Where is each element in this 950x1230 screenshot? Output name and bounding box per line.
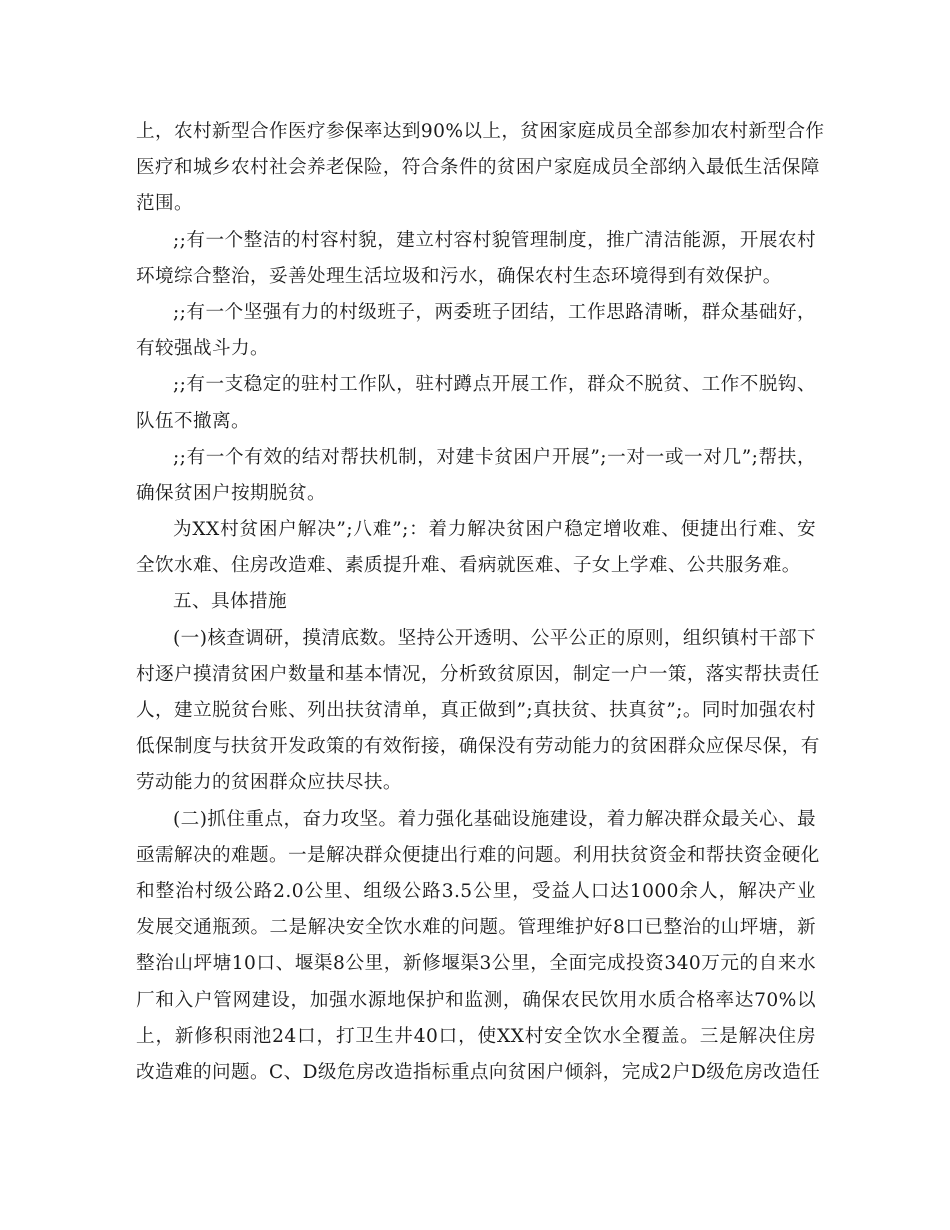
text-line: 有较强战斗力。 [136, 338, 269, 360]
text-line: 发展交通瓶颈。二是解决安全饮水难的问题。管理维护好8口已整治的山坪塘，新 [136, 917, 816, 939]
document-page [136, 114, 825, 1091]
paragraph [136, 621, 820, 802]
text-line: ;;有一支稳定的驻村工作队，驻村蹲点开展工作，群众不脱贫、工作不脱钩、 [173, 374, 816, 396]
text-line: 人，建立脱贫台账、列出扶贫清单，真正做到”;真扶贫、扶真贫”;。同时加强农村 [136, 700, 816, 721]
paragraph [136, 802, 821, 1092]
text-line: 村逐户摸清贫困户数量和基本情况，分析致贫原因，制定一户一策，落实帮扶责任 [136, 663, 820, 685]
section-heading [136, 584, 816, 620]
paragraph [136, 295, 816, 367]
text-line: 整治山坪塘10口、堰渠8公里，新修堰渠3公里，全面完成投资340万元的自来水 [136, 953, 816, 975]
paragraph [136, 114, 825, 223]
paragraph [136, 223, 816, 295]
text-line: 亟需解决的难题。一是解决群众便捷出行难的问题。利用扶贫资金和帮扶资金硬化 [136, 844, 820, 866]
text-line: ;;有一个坚强有力的村级班子，两委班子团结，工作思路清晰，群众基础好， [173, 301, 816, 323]
text-line: 上，新修积雨池24口，打卫生井40口，使XX村安全饮水全覆盖。三是解决住房 [136, 1025, 816, 1047]
paragraph [136, 440, 816, 512]
text-line: 为XX村贫困户解决”;八难”;：着力解决贫困户稳定增收难、便捷出行难、安 [173, 519, 816, 541]
text-line: 厂和入户管网建设，加强水源地保护和监测，确保农民饮用水质合格率达70%以 [136, 989, 816, 1011]
text-line: 全饮水难、住房改造难、素质提升难、看病就医难、子女上学难、公共服务难。 [136, 555, 801, 577]
text-line: 确保贫困户按期脱贫。 [136, 482, 326, 504]
text-line: (一)核查调研，摸清底数。坚持公开透明、公平公正的原则，组织镇村干部下 [173, 627, 816, 649]
text-line: 环境综合整治，妥善处理生活垃圾和污水，确保农村生态环境得到有效保护。 [136, 265, 782, 287]
text-line: 改造难的问题。C、D级危房改造指标重点向贫困户倾斜，完成2户D级危房改造任 [136, 1061, 821, 1083]
text-line: 队伍不撤离。 [136, 410, 250, 432]
text-line: 范围。 [136, 193, 193, 215]
text-line: ;;有一个有效的结对帮扶机制，对建卡贫困户开展”;一对一或一对几”;帮扶， [173, 446, 816, 468]
paragraph [136, 512, 816, 584]
text-line: ;;有一个整洁的村容村貌，建立村容村貌管理制度，推广清洁能源，开展农村 [173, 229, 816, 251]
text-line: 医疗和城乡农村社会养老保险，符合条件的贫困户家庭成员全部纳入最低生活保障 [136, 157, 820, 179]
text-line: 劳动能力的贫困群众应扶尽扶。 [136, 772, 402, 794]
text-line: 上，农村新型合作医疗参保率达到90%以上，贫困家庭成员全部参加农村新型合作 [136, 121, 825, 142]
heading-line: 五、具体措施 [173, 591, 287, 613]
paragraph [136, 367, 816, 439]
text-line: 和整治村级公路2.0公里、组级公路3.5公里，受益人口达1000余人，解决产业 [136, 880, 816, 902]
text-line: 低保制度与扶贫开发政策的有效衔接，确保没有劳动能力的贫困群众应保尽保，有 [136, 736, 820, 758]
text-line: (二)抓住重点，奋力攻坚。着力强化基础设施建设，着力解决群众最关心、最 [173, 808, 816, 830]
